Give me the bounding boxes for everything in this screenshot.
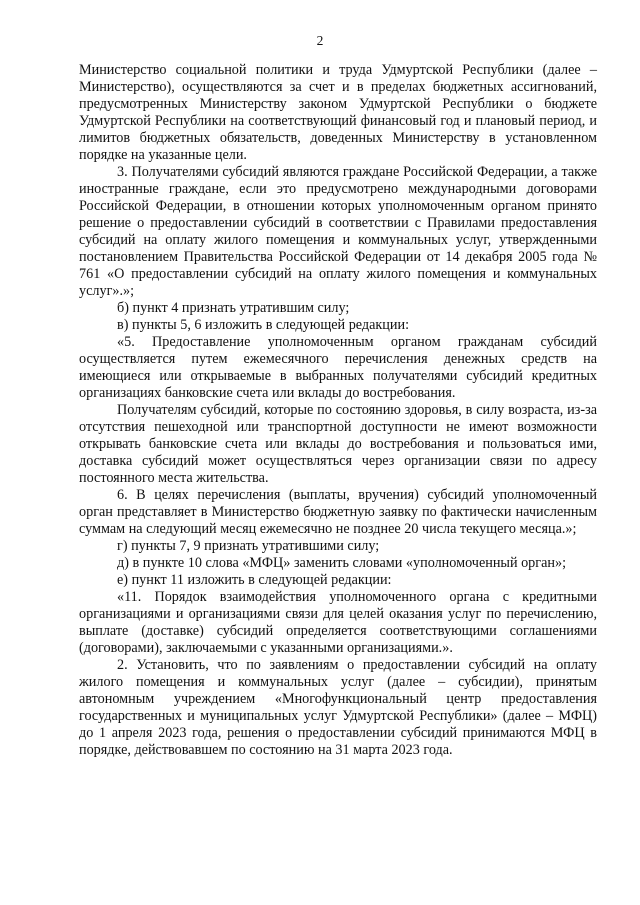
paragraph-subitem-b: б) пункт 4 признать утратившим силу; [117, 300, 350, 316]
paragraph-subitem-e: е) пункт 11 изложить в следующей редакции: [117, 572, 392, 588]
page-number: 2 [316, 33, 324, 48]
paragraph-subitem-v: в) пункты 5, 6 изложить в следующей редакции: [117, 317, 410, 333]
paragraph-item-6-budget-request: 6. В целях перечисления (выплаты, вручения) субсидий уполномоченный орган представляет в Министерство бюджетную заявку по фактически начисленным суммам на следующий месяц ежемесячно не позднее 20 числа текущего месяца.»; [79, 487, 597, 537]
document-body [79, 62, 597, 759]
paragraph-subitem-g: г) пункты 7, 9 признать утратившими силу; [117, 538, 380, 554]
paragraph-item-11-interaction: «11. Порядок взаимодействия уполномоченного органа с кредитными организациями и организациями связи для целей оказания услуг по перечислению, выплате (доставке) субсидий определяется соответствующими соглашениями (договорами), заключаемыми с указанными организациями.». [79, 589, 597, 656]
paragraph-delivery-via-postal: Получателям субсидий, которые по состоянию здоровья, в силу возраста, из-за отсутствия пешеходной или транспортной доступности не имеют возможности открывать банковские счета или вклады до востребования и пользоваться ими, доставка субсидий может осуществляться через организации связи по адресу постоянного места жительства. [79, 402, 597, 486]
paragraph-item-3-recipients: 3. Получателями субсидий являются граждане Российской Федерации, а также иностранные граждане, если это предусмотрено международными договорами Российской Федерации, в отношении которых уполномоченным органом принято решение о предоставлении субсидий в соответствии с Правилами предоставления субсидий на оплату жилого помещения и коммунальных услуг, утвержденными постановлением Правительства Российской Федерации от 14 декабря 2005 года № 761 «О предоставлении субсидий на оплату жилого помещения и коммунальных услуг».»; [79, 164, 597, 299]
paragraph-section-2-transition: 2. Установить, что по заявлениям о предоставлении субсидий на оплату жилого помещения и коммунальных услуг (далее – субсидии), принятым автономным учреждением «Многофункциональный центр предоставления государственных и муниципальных услуг Удмуртской Республики» (далее – МФЦ) до 1 апреля 2023 года, решения о предоставлении субсидий принимаются МФЦ в порядке, действовавшем по состоянию на 31 марта 2023 года. [79, 657, 597, 758]
paragraph-subitem-d: д) в пункте 10 слова «МФЦ» заменить словами «уполномоченный орган»; [117, 555, 567, 571]
paragraph-item-5-provision: «5. Предоставление уполномоченным органом гражданам субсидий осуществляется путем ежемесячного перечисления денежных средств на имеющиеся или открываемые в выбранных получателями субсидий кредитных организациях банковские счета или вклады до востребования. [79, 334, 597, 401]
paragraph-ministry-funding: Министерство социальной политики и труда Удмуртской Республики (далее – Министерство), осуществляются за счет и в пределах бюджетных ассигнований, предусмотренных Министерству законом Удмуртской Республики о бюджете Удмуртской Республики на соответствующий финансовый год и плановый период, и лимитов бюджетных обязательств, доведенных Министерству в установленном порядке на указанные цели. [79, 62, 597, 163]
